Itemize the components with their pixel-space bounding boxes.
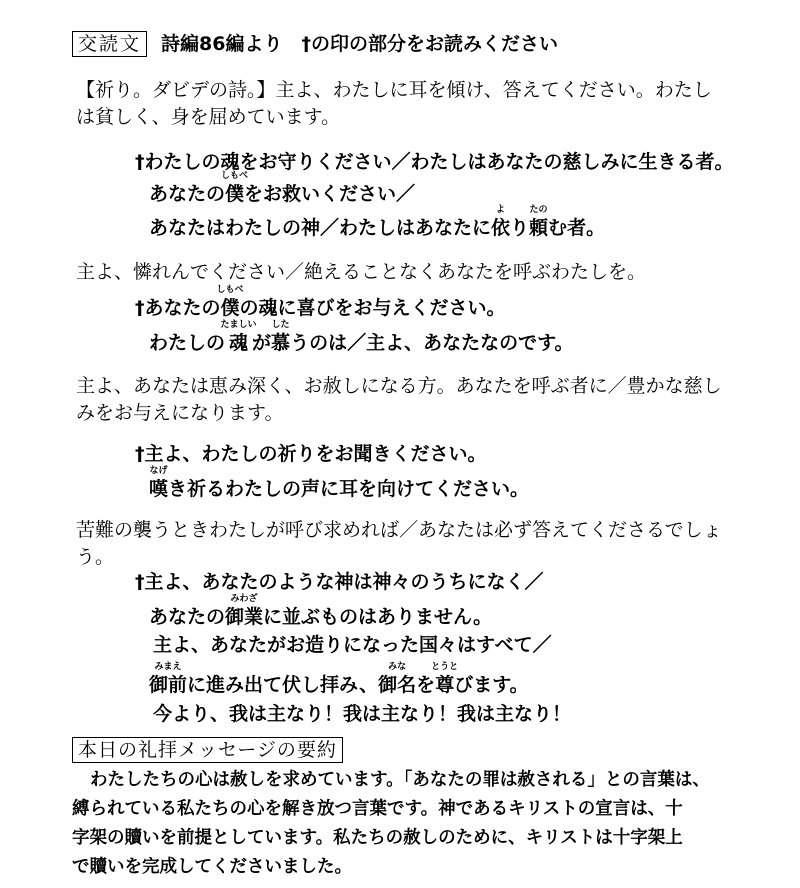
ruby-base: 御業 [225,606,264,628]
ruby-word [220,320,257,355]
congregation-line [149,205,606,240]
congregation-line: †主よ、わたしの祈りをお聞きください。 [135,443,487,465]
ruby-base: 魂 [229,332,249,354]
text-span: わたしの [149,332,226,354]
leader-line: みをお与えになります。 [76,402,284,424]
ruby-text: とうと [431,662,459,672]
congregation-line [149,466,530,501]
ruby-word [431,662,459,697]
ruby-base: 僕 [225,183,245,205]
leader-line: 苦難の襲うときわたしが呼び求めれば／あなたは必ず答えてくださるでしょ [76,519,722,541]
ruby-word [225,594,264,629]
reading-header [72,31,558,57]
text-span: うのは／主よ、あなたなのです。 [290,332,574,354]
ruby-text: みわざ [230,594,258,604]
summary-line: わたしたちの心は赦しを求めています。「あなたの罪は赦される」との言葉は、 [90,770,710,790]
ruby-word [149,466,169,501]
responsive-reading-label: 交読文 [72,31,147,57]
ruby-text: みな [388,662,407,672]
text-span: あなたの [149,606,226,628]
ruby-word [149,662,188,697]
ruby-base: 尊 [435,674,455,696]
text-span: き祈るわたしの声に耳を向けてください。 [168,478,530,500]
congregation-line: †主よ、あなたのような神は神々のうちになく／ [135,571,544,593]
congregation-line [149,320,574,355]
reading-source-note: 詩編86編より †の印の部分をお読みください [161,33,558,55]
ruby-word [529,205,549,240]
ruby-text: しもべ [221,171,249,181]
text-span: に進み出て伏し拝み、 [187,674,379,696]
leader-line: 【祈り。ダビデの詩。】主よ、わたしに耳を傾け、答えてください。わたし [76,79,712,101]
ruby-word [491,205,511,240]
summary-header [72,737,343,763]
ruby-text: たの [529,205,548,215]
ruby-text: しもべ [216,285,244,295]
ruby-base: 御名 [378,674,417,696]
congregation-line [149,662,529,697]
ruby-base: 御前 [149,674,188,696]
ruby-word [221,171,249,206]
text-span: †あなたの [135,297,221,319]
ruby-text: みまえ [154,662,182,672]
ruby-text: した [271,320,290,330]
ruby-base: 依 [491,217,511,239]
text-span: あなたの [149,183,226,205]
ruby-word [271,320,291,355]
text-span: をお救いください／ [244,183,416,205]
text-span: の魂に喜びをお与えください。 [239,297,506,319]
text-span: に並ぶものはありません。 [263,606,493,628]
text-span: あなたはわたしの神／わたしはあなたに [149,217,492,239]
ruby-word [216,285,244,320]
leader-line: は貧しく、身を屈めています。 [76,106,341,128]
ruby-text: よ [496,205,506,215]
congregation-line: 今より、我は主なり！我は主なり！我は主なり！ [153,703,572,725]
text-span: む者。 [548,217,606,239]
ruby-base: 僕 [220,297,240,319]
text-span: が [252,332,272,354]
text-span: り [510,217,530,239]
text-span: びます。 [454,674,529,696]
sermon-summary-label: 本日の礼拝メッセージの要約 [72,737,343,763]
summary-line: 縛られている私たちの心を解き放つ言葉です。神であるキリストの宣言は、十 [72,799,683,819]
congregation-line [149,171,416,206]
ruby-base: 頼 [529,217,549,239]
ruby-base: 慕 [271,332,291,354]
leader-line: 主よ、あなたは恵み深く、お赦しになる方。あなたを呼ぶ者に／豊かな慈し [76,375,722,397]
summary-line: 字架の贖いを前提としています。私たちの赦しのために、キリストは十字架上 [72,828,683,848]
ruby-text: なげ [149,466,168,476]
leader-line: 主よ、憐れんでください／絶えることなくあなたを呼ぶわたしを。 [76,261,647,283]
congregation-line: †わたしの魂をお守りください／わたしはあなたの慈しみに生きる者。 [135,151,734,173]
congregation-line [149,594,493,629]
text-span: を [416,674,436,696]
leader-line: う。 [76,546,115,568]
ruby-word [378,662,417,697]
summary-line: で贖いを完成してくださいました。 [72,857,352,877]
congregation-line [135,285,506,320]
congregation-line: 主よ、あなたがお造りになった国々はすべて／ [153,634,552,656]
ruby-text: たましい [220,320,257,330]
ruby-base: 嘆 [149,478,169,500]
